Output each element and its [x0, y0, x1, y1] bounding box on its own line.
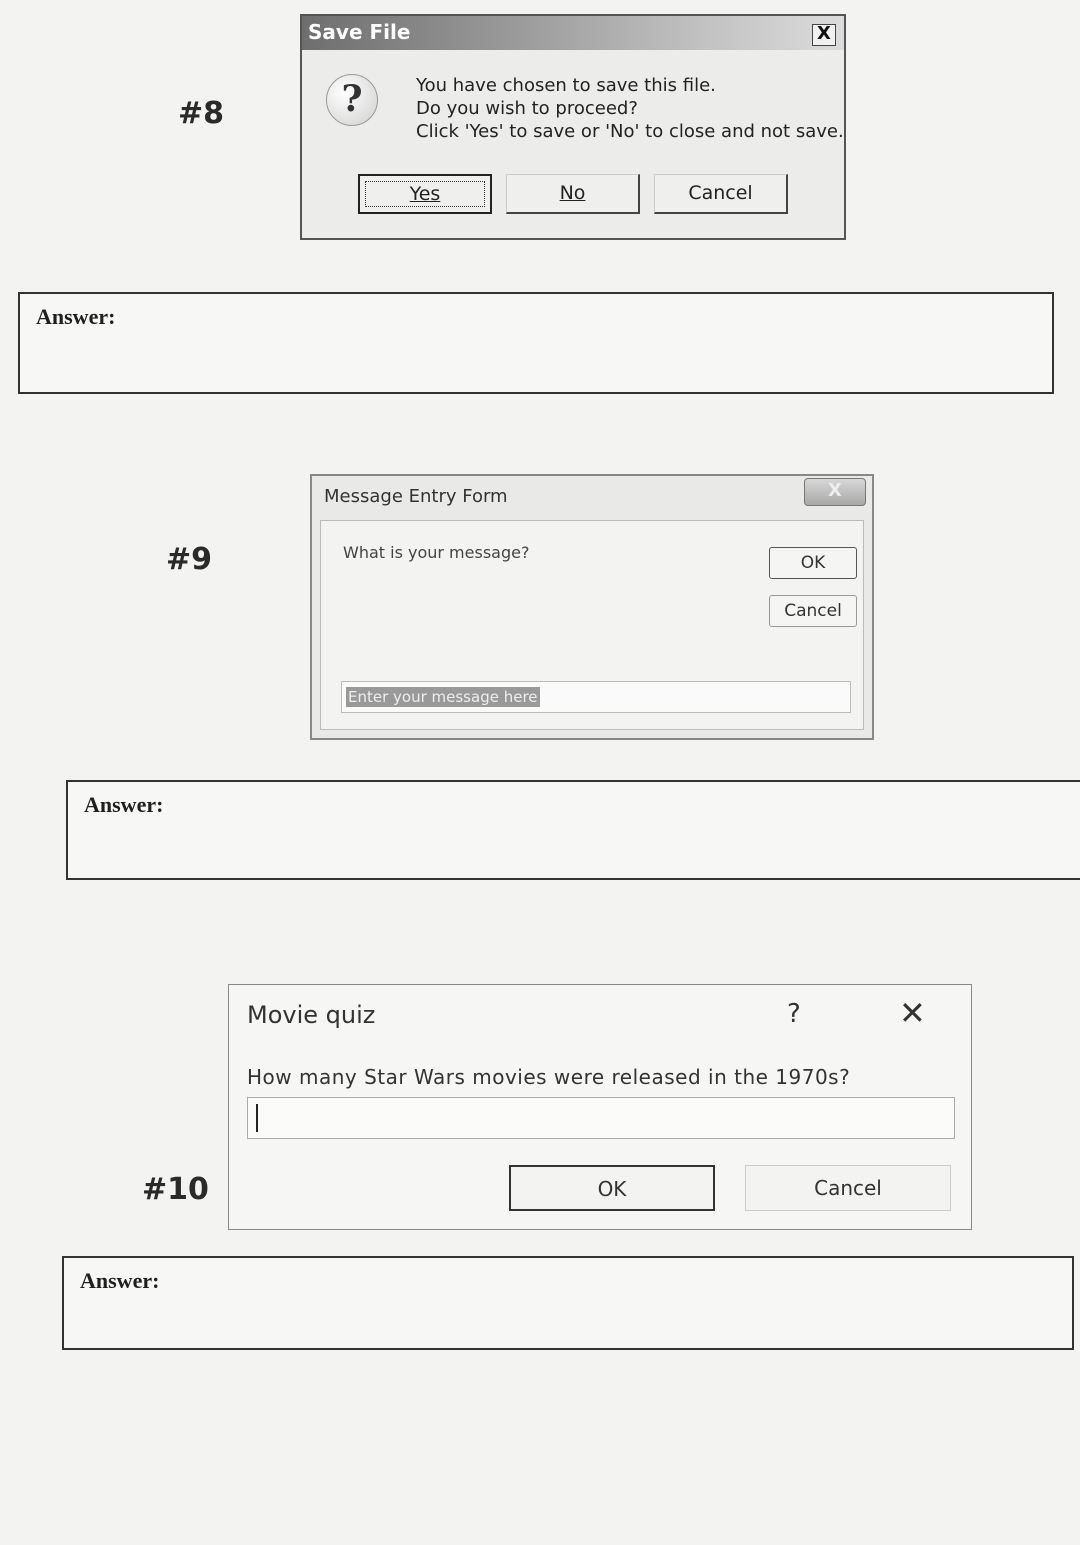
dialog-prompt: What is your message?	[343, 543, 530, 562]
dialog-title: Movie quiz	[247, 1001, 376, 1029]
close-button[interactable]: X	[812, 24, 836, 46]
question-number-10: #10	[142, 1172, 209, 1207]
yes-button[interactable]	[358, 174, 492, 214]
dialog-message	[416, 74, 844, 143]
help-icon[interactable]: ?	[787, 999, 801, 1029]
yes-button-label: Yes	[409, 183, 441, 205]
cancel-button[interactable]: Cancel	[654, 174, 788, 214]
cancel-button[interactable]: Cancel	[745, 1165, 951, 1211]
message-line: You have chosen to save this file.	[416, 75, 716, 96]
answer-label: Answer:	[84, 792, 164, 817]
answer-label: Answer:	[80, 1268, 160, 1293]
answer-box-10[interactable]	[62, 1256, 1074, 1350]
text-caret	[256, 1104, 258, 1132]
question-number-8: #8	[178, 96, 225, 131]
dialog-title: Message Entry Form	[324, 486, 508, 507]
dialog-titlebar	[302, 16, 844, 50]
dialog-title: Save File	[308, 20, 411, 44]
message-input[interactable]	[341, 681, 851, 713]
cancel-button[interactable]: Cancel	[769, 595, 857, 627]
message-line: Click 'Yes' to save or 'No' to close and not save.	[416, 121, 844, 142]
close-icon[interactable]: ✕	[899, 994, 926, 1032]
answer-input[interactable]	[247, 1097, 955, 1139]
close-button[interactable]: X	[804, 478, 866, 506]
question-icon: ?	[326, 74, 378, 126]
no-button-label: No	[559, 182, 586, 204]
message-input-value: Enter your message here	[348, 688, 538, 706]
ok-button[interactable]: OK	[509, 1165, 715, 1211]
answer-box-8[interactable]	[18, 292, 1054, 394]
question-number-9: #9	[166, 542, 213, 577]
answer-box-9[interactable]	[66, 780, 1080, 880]
save-file-dialog	[300, 14, 846, 240]
dialog-prompt: How many Star Wars movies were released in the 1970s?	[247, 1065, 851, 1089]
focus-ring	[365, 181, 485, 207]
ok-button[interactable]: OK	[769, 547, 857, 579]
message-entry-dialog	[310, 474, 874, 740]
movie-quiz-dialog	[228, 984, 972, 1230]
dialog-body	[320, 520, 864, 730]
no-button[interactable]	[506, 174, 640, 214]
answer-label: Answer:	[36, 304, 116, 329]
message-line: Do you wish to proceed?	[416, 98, 638, 119]
